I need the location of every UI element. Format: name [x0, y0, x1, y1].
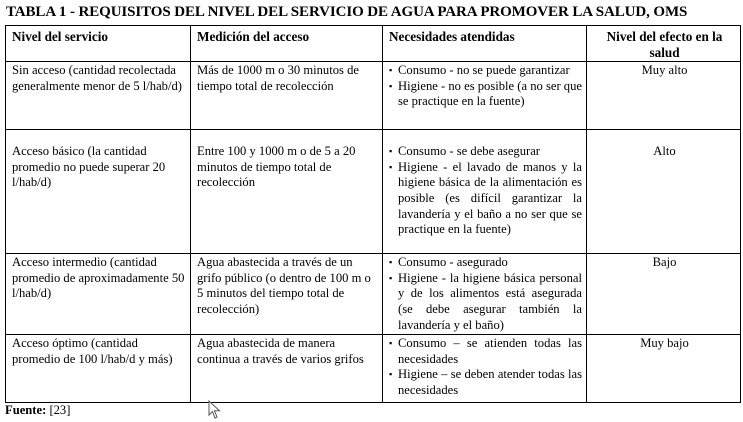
cell-nivel: Acceso intermedio (cantidad promedio de aproximadamente 50 l/hab/d)	[6, 254, 191, 335]
cell-efecto: Bajo	[587, 254, 741, 335]
cell-efecto: Alto	[587, 130, 741, 254]
source-value: [23]	[49, 403, 71, 417]
cell-necesidades	[383, 335, 587, 403]
source-label: Fuente:	[5, 403, 47, 417]
cell-nivel: Acceso básico (la cantidad promedio no puede superar 20 l/hab/d)	[6, 130, 191, 254]
header-necesidades: Necesidades atendidas	[383, 26, 587, 62]
cell-medicion: Agua abastecida de manera continua a través de varios grifos	[191, 335, 383, 403]
list-item: ▪ Consumo – se atienden todas las necesidades	[389, 336, 582, 367]
cell-efecto: Muy alto	[587, 62, 741, 130]
table-row	[6, 130, 741, 254]
water-service-table	[5, 25, 741, 403]
source-note	[5, 403, 70, 418]
table-row	[6, 62, 741, 130]
table-row	[6, 254, 741, 335]
list-item: ▪ Higiene - la higiene básica personal y de los alimentos está asegurada (se debe asegurar también la lavandería y el baño)	[389, 271, 582, 333]
list-item: ▪ Consumo - se debe asegurar	[389, 144, 582, 160]
table-row	[6, 335, 741, 403]
cell-necesidades	[383, 130, 587, 254]
cell-efecto: Muy bajo	[587, 335, 741, 403]
header-efecto: Nivel del efecto en la salud	[587, 26, 741, 62]
cell-medicion: Entre 100 y 1000 m o de 5 a 20 minutos de tiempo total de recolección	[191, 130, 383, 254]
list-item: ▪ Consumo - asegurado	[389, 255, 582, 271]
cell-nivel: Sin acceso (cantidad recolectada generalmente menor de 5 l/hab/d)	[6, 62, 191, 130]
table-title: TABLA 1 - REQUISITOS DEL NIVEL DEL SERVICIO DE AGUA PARA PROMOVER LA SALUD, OMS	[6, 4, 688, 20]
mouse-pointer-icon	[208, 400, 222, 420]
list-item: ▪ Higiene - el lavado de manos y la higiene básica de la alimentación es posible (es difícil garantizar la lavandería y el baño a no ser que se practique en la fuente)	[389, 160, 582, 238]
cell-medicion: Agua abastecida a través de un grifo público (o dentro de 100 m o 5 minutos del tiempo total de recolección)	[191, 254, 383, 335]
list-item: ▪ Consumo - no se puede garantizar	[389, 63, 582, 79]
list-item: ▪ Higiene – se deben atender todas las necesidades	[389, 367, 582, 398]
list-item: ▪ Higiene - no es posible (a no ser que se practique en la fuente)	[389, 79, 582, 110]
cell-medicion: Más de 1000 m o 30 minutos de tiempo total de recolección	[191, 62, 383, 130]
cell-nivel: Acceso óptimo (cantidad promedio de 100 l/hab/d y más)	[6, 335, 191, 403]
header-nivel: Nivel del servicio	[6, 26, 191, 62]
table-header-row	[6, 26, 741, 62]
cell-necesidades	[383, 62, 587, 130]
cell-necesidades	[383, 254, 587, 335]
header-medicion: Medición del acceso	[191, 26, 383, 62]
